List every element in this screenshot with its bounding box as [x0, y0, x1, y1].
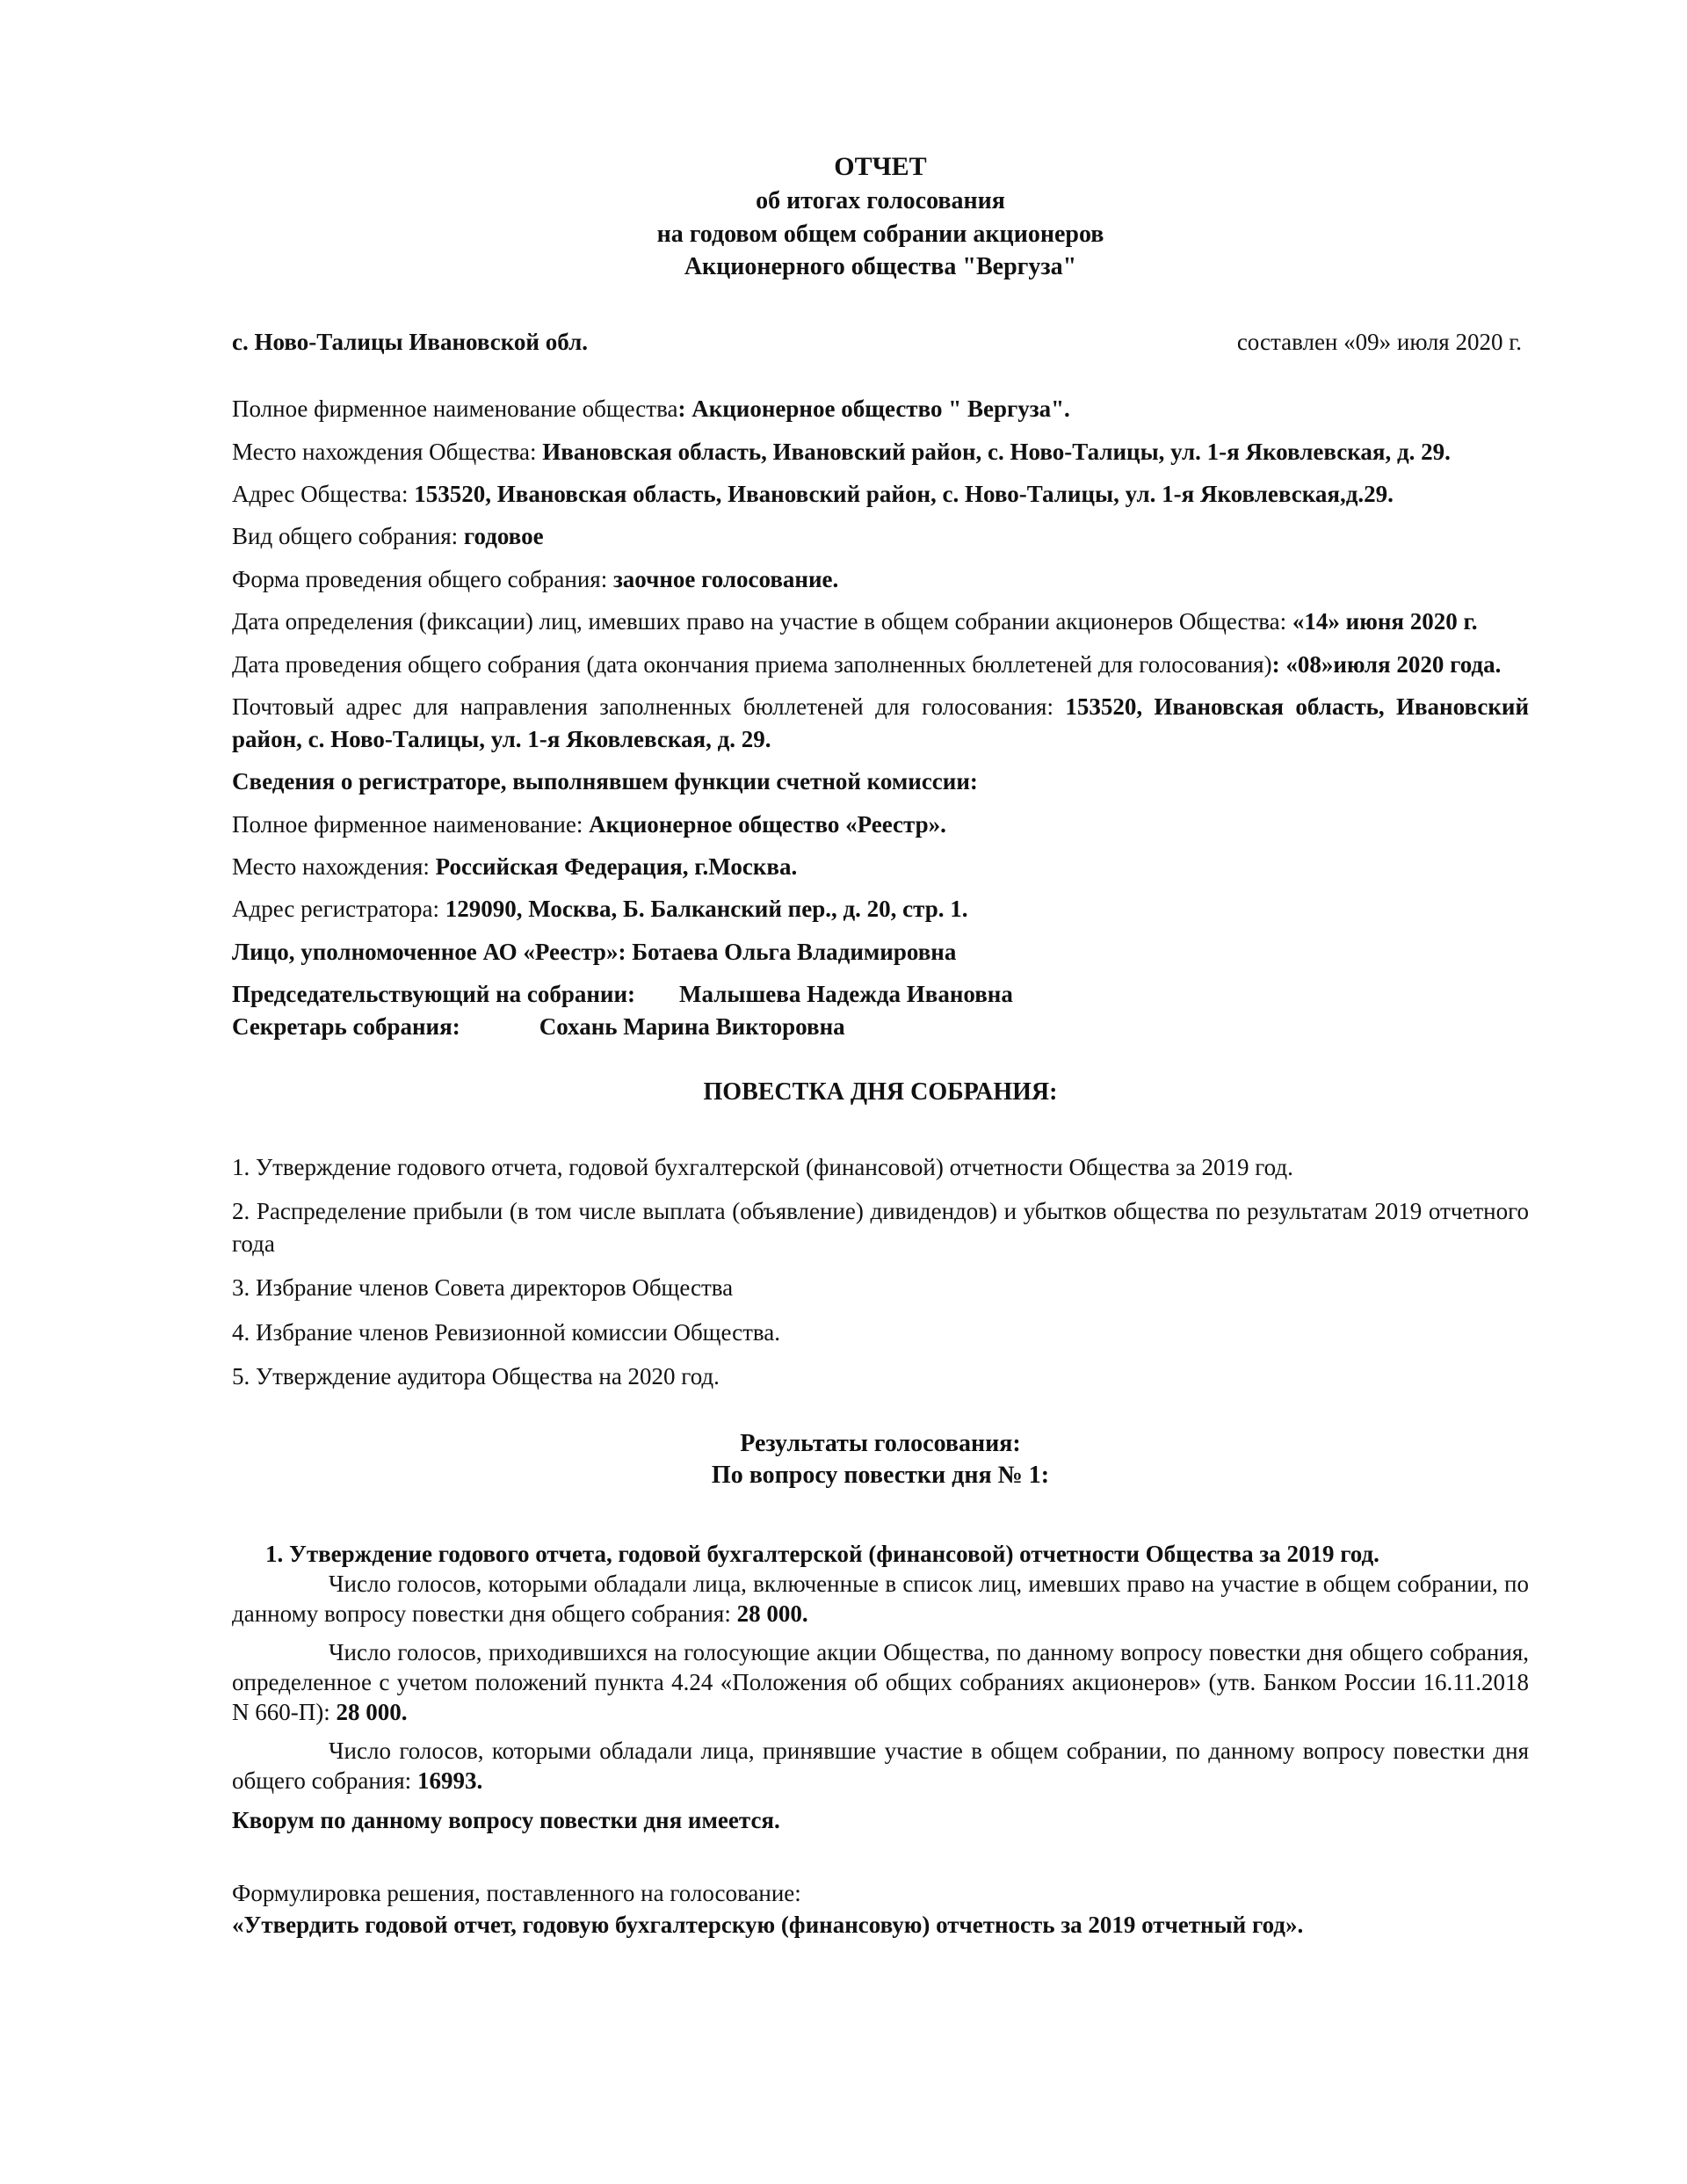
- registrar-address-value: 129090, Москва, Б. Балканский пер., д. 20, стр. 1.: [445, 896, 968, 923]
- question-1-section: [232, 1539, 1529, 1834]
- location-value: Ивановская область, Ивановский район, с. Ново-Талицы, ул. 1-я Яковлевская, д. 29.: [542, 438, 1451, 465]
- meeting-form-label: Форма проведения общего собрания:: [232, 565, 608, 592]
- votes-participated-value: 16993.: [416, 1767, 483, 1795]
- compiled-date: составлен «09» июля 2020 г.: [1236, 328, 1522, 355]
- chairman-line: [232, 978, 1529, 1010]
- report-subtitle-line-2: на годовом общем собрании акционеров: [656, 220, 1104, 248]
- meeting-date-colon: :: [1271, 650, 1280, 678]
- postal-address-line: [232, 691, 1529, 755]
- registrar-name-line: [232, 809, 1529, 840]
- report-subtitle-line-1: об итогах голосования: [756, 187, 1005, 215]
- meeting-date-value: «08»июля 2020 года.: [1285, 650, 1502, 678]
- meeting-type-line: [232, 520, 1529, 552]
- votes-eligible-value: 28 000.: [736, 1600, 808, 1628]
- chairman-label: Председательствующий на собрании:: [232, 981, 636, 1008]
- record-date-value: «14» июня 2020 г.: [1292, 608, 1478, 635]
- quorum-statement: Кворум по данному вопросу повестки дня имеется.: [232, 1806, 780, 1833]
- secretary-value: Сохань Марина Викторовна: [539, 1012, 845, 1040]
- decision-block: [232, 1877, 1529, 1941]
- record-date-line: [232, 606, 1529, 637]
- question-1-votes-eligible: [232, 1569, 1529, 1629]
- full-name-value: : Акционерное общество " Вергуза".: [677, 395, 1070, 423]
- address-value: 153520, Ивановская область, Ивановский район, с. Ново-Талицы, ул. 1-я Яковлевская,д.29.: [414, 481, 1394, 508]
- agenda-item: 5. Утверждение аудитора Общества на 2020 год.: [232, 1363, 720, 1390]
- meeting-form-line: [232, 563, 1529, 595]
- question-1-heading: 1. Утверждение годового отчета, годовой бухгалтерской (финансовой) отчетности Общества за 2019 год.: [265, 1541, 1379, 1568]
- votes-voting-shares-text: Число голосов, приходившихся на голосующие акции Общества, по данному вопросу повестки дня общего собрания, определенное с учетом положений пункта 4.24 «Положения об общих собраниях акционеров» (утв. Банком России 16.11.2018 N 660-П):: [232, 1639, 1529, 1726]
- question-1-votes-participated: [232, 1736, 1529, 1796]
- registrar-location-value: Российская Федерация, г.Москва.: [435, 853, 798, 880]
- votes-voting-shares-value: 28 000.: [336, 1699, 408, 1726]
- registrar-address-line: [232, 893, 1529, 925]
- decision-label: Формулировка решения, поставленного на голосование:: [232, 1879, 801, 1906]
- chairman-value: Малышева Надежда Ивановна: [679, 981, 1013, 1008]
- agenda-list: [232, 1151, 1529, 1393]
- agenda-title: ПОВЕСТКА ДНЯ СОБРАНИЯ:: [703, 1078, 1058, 1107]
- question-1-votes-voting-shares: [232, 1637, 1529, 1727]
- location-label: Место нахождения Общества:: [232, 438, 537, 465]
- meeting-type-label: Вид общего собрания:: [232, 523, 459, 550]
- registrar-name-label: Полное фирменное наименование:: [232, 810, 583, 838]
- votes-participated-text: Число голосов, которыми обладали лица, принявшие участие в общем собрании, по данному вопросу повестки дня общего собрания:: [232, 1738, 1529, 1795]
- place-date-row: [232, 326, 1529, 358]
- agenda-item: 1. Утверждение годового отчета, годовой бухгалтерской (финансовой) отчетности Общества за 2019 год.: [232, 1153, 1293, 1180]
- results-title-line-1: Результаты голосования:: [740, 1429, 1021, 1457]
- address-line: [232, 478, 1529, 510]
- company-info: [232, 393, 1529, 1042]
- results-title-line-2: По вопросу повестки дня № 1:: [711, 1461, 1050, 1489]
- votes-eligible-text: Число голосов, которыми обладали лица, включенные в список лиц, имевших право на участие в общем собрании, по данному вопросу повестки дня общего собрания:: [232, 1571, 1529, 1628]
- record-date-label: Дата определения (фиксации) лиц, имевших право на участие в общем собрании акционеров Общества:: [232, 608, 1287, 635]
- meeting-type-value: годовое: [463, 523, 544, 550]
- results-title: [232, 1428, 1529, 1492]
- meeting-date-line: [232, 649, 1529, 680]
- decision-text: «Утвердить годовой отчет, годовую бухгалтерскую (финансовую) отчетность за 2019 отчетный год».: [232, 1911, 1304, 1938]
- full-name-line: [232, 393, 1529, 424]
- registrar-heading: Сведения о регистраторе, выполнявшем функции счетной комиссии:: [232, 768, 978, 795]
- registrar-location-label: Место нахождения:: [232, 853, 430, 880]
- address-label: Адрес Общества:: [232, 481, 409, 508]
- location-line: [232, 436, 1529, 468]
- authorized-person: Лицо, уполномоченное АО «Реестр»: Ботаева Ольга Владимировна: [232, 938, 957, 965]
- agenda-item: 3. Избрание членов Совета директоров Общества: [232, 1274, 734, 1302]
- report-title-block: [232, 149, 1529, 284]
- meeting-date-label: Дата проведения общего собрания (дата окончания приема заполненных бюллетеней для голосования): [232, 650, 1272, 678]
- report-title: ОТЧЕТ: [834, 152, 927, 181]
- secretary-line: [232, 1011, 1529, 1042]
- agenda-item: 4. Избрание членов Ревизионной комиссии Общества.: [232, 1318, 781, 1346]
- full-name-label: Полное фирменное наименование общества: [232, 395, 678, 423]
- agenda-item: 2. Распределение прибыли (в том числе выплата (объявление) дивидендов) и убытков общества по результатам 2019 отчетного года: [232, 1198, 1529, 1257]
- secretary-label: Секретарь собрания:: [232, 1012, 460, 1040]
- registrar-location-line: [232, 851, 1529, 882]
- meeting-form-value: заочное голосование.: [612, 565, 839, 592]
- postal-address-value: 153520, Ивановская область, Ивановский район, с. Ново-Талицы, ул. 1-я Яковлевская, д. 29.: [232, 693, 1530, 752]
- report-subtitle-line-3: Акционерного общества "Вергуза": [684, 253, 1077, 281]
- registrar-name-value: Акционерное общество «Реестр».: [589, 810, 946, 838]
- place: с. Ново-Талицы Ивановской обл.: [232, 328, 588, 355]
- postal-address-label: Почтовый адрес для направления заполненных бюллетеней для голосования:: [232, 693, 1053, 721]
- registrar-address-label: Адрес регистратора:: [232, 896, 439, 923]
